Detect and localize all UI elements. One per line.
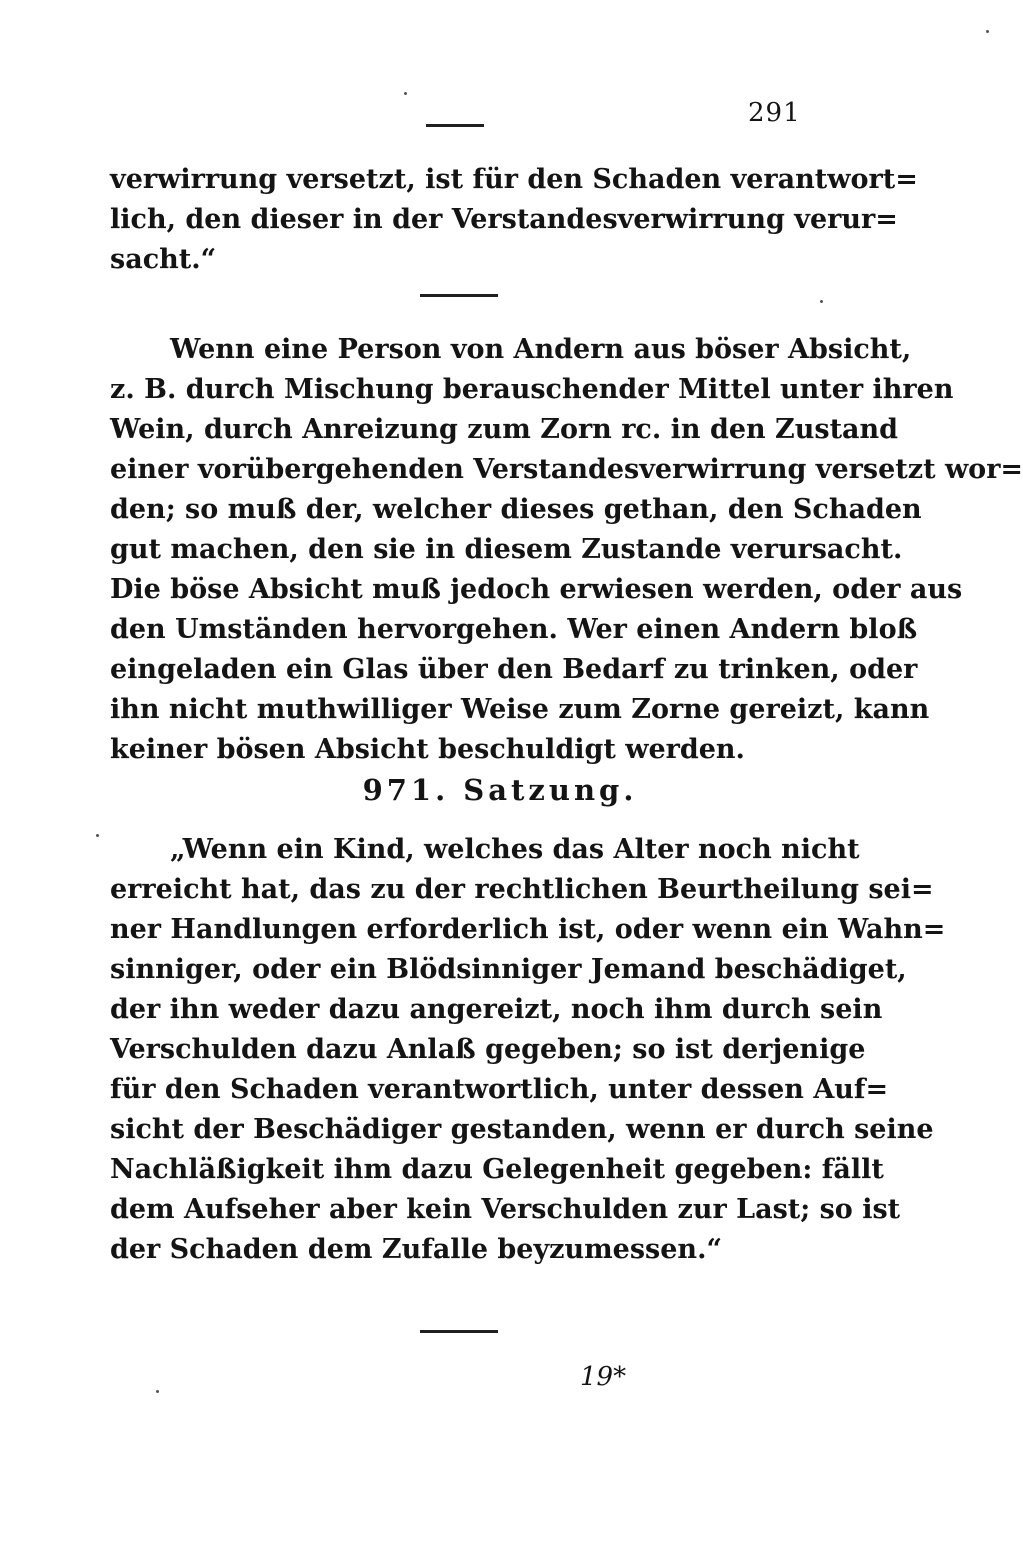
text-line: sacht.“ (110, 244, 217, 275)
separator-rule (420, 1330, 498, 1333)
commentary-paragraph (110, 330, 1023, 770)
paper-speck (986, 30, 989, 33)
page-number: 291 (748, 98, 801, 128)
text-line: den; so muß der, welcher dieses gethan, den Schaden (110, 494, 922, 525)
text-line: der ihn weder dazu angereizt, noch ihm durch sein (110, 994, 883, 1025)
text-line: Die böse Absicht muß jedoch erwiesen werden, oder aus (110, 574, 963, 605)
text-line: ner Handlungen erforderlich ist, oder wenn ein Wahn= (110, 914, 946, 945)
text-line: für den Schaden verantwortlich, unter dessen Auf= (110, 1074, 889, 1105)
text-line: eingeladen ein Glas über den Bedarf zu trinken, oder (110, 654, 918, 685)
text-line: sinniger, oder ein Blödsinniger Jemand beschädiget, (110, 954, 907, 985)
signature-mark: 19* (580, 1362, 627, 1392)
text-line: Nachläßigkeit ihm dazu Gelegenheit gegeben: fällt (110, 1154, 884, 1185)
text-line: Wein, durch Anreizung zum Zorn rc. in den Zustand (110, 414, 899, 445)
section-heading: 971. Satzung. (362, 773, 638, 807)
separator-rule (420, 294, 498, 297)
text-line: verwirrung versetzt, ist für den Schaden verantwort= (110, 164, 918, 195)
text-line: der Schaden dem Zufalle beyzumessen.“ (110, 1234, 722, 1265)
text-line: den Umständen hervorgehen. Wer einen Andern bloß (110, 614, 918, 645)
text-line: Verschulden dazu Anlaß gegeben; so ist derjenige (110, 1034, 866, 1065)
paragraph-continuation (110, 160, 918, 280)
paper-speck (156, 1390, 159, 1393)
paper-speck (96, 834, 99, 837)
paper-speck (820, 300, 823, 303)
text-line: gut machen, den sie in diesem Zustande verursacht. (110, 534, 903, 565)
text-line: einer vorübergehenden Verstandesverwirrung versetzt wor= (110, 454, 1023, 485)
text-line: lich, den dieser in der Verstandesverwirrung verur= (110, 204, 898, 235)
text-line: erreicht hat, das zu der rechtlichen Beurtheilung sei= (110, 874, 934, 905)
text-line: Wenn eine Person von Andern aus böser Absicht, (170, 334, 912, 365)
paper-speck (404, 92, 407, 95)
statute-paragraph (110, 830, 946, 1270)
text-line: ihn nicht muthwilliger Weise zum Zorne gereizt, kann (110, 694, 930, 725)
text-line: keiner bösen Absicht beschuldigt werden. (110, 734, 745, 765)
text-line: „Wenn ein Kind, welches das Alter noch nicht (170, 834, 860, 865)
header-dash (426, 124, 484, 127)
text-line: z. B. durch Mischung berauschender Mittel unter ihren (110, 374, 954, 405)
text-line: dem Aufseher aber kein Verschulden zur Last; so ist (110, 1194, 901, 1225)
text-line: sicht der Beschädiger gestanden, wenn er durch seine (110, 1114, 934, 1145)
